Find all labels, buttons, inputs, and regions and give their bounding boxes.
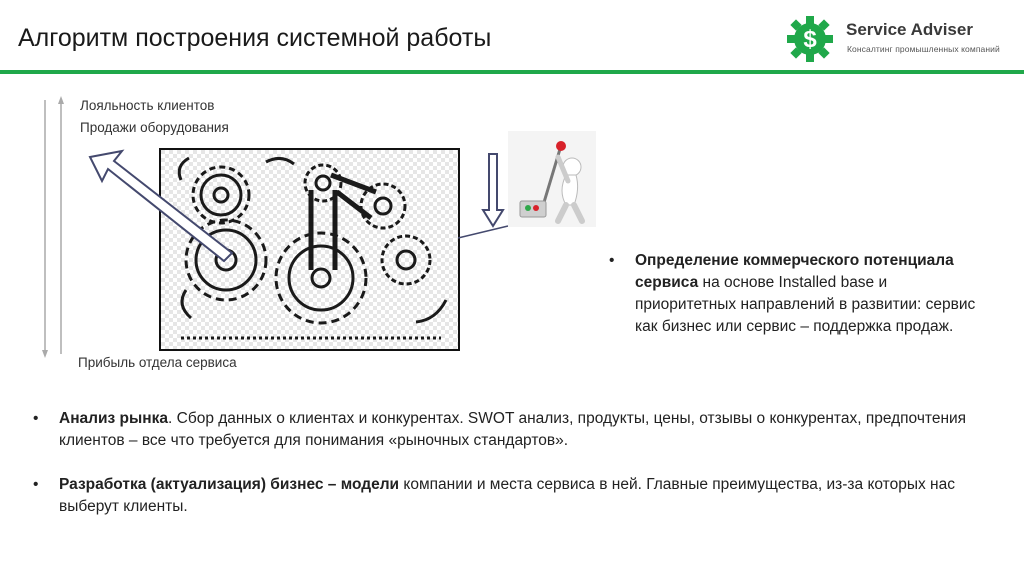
- down-arrow-icon: [456, 150, 516, 240]
- bullet-dot: •: [33, 476, 39, 493]
- bullet-bold-text: Определение коммерческого потенциала сервиса: [635, 252, 954, 291]
- axis-label-service-profit: Прибыль отдела сервиса: [78, 355, 237, 370]
- worker-lever-illustration: [508, 131, 596, 227]
- vertical-axis-arrows: [38, 92, 78, 362]
- slide-title: Алгоритм построения системной работы: [18, 24, 492, 52]
- right-bullet-block: [609, 250, 989, 338]
- bullet-body-text: . Сбор данных о клиентах и конкурентах. SWOT анализ, продукты, цены, отзывы о конкурентах, предпочтения клиентов – все что требуется для понимания «рыночных стандартов».: [59, 410, 967, 449]
- person-pulling-lever-icon: [508, 131, 596, 227]
- gear-dollar-icon: [784, 14, 840, 64]
- axis-label-loyalty: Лояльность клиентов: [80, 98, 215, 113]
- logo-name: Service Adviser: [846, 20, 973, 39]
- bullet-body-text: компании и места сервиса в ней. Главные преимущества, из-за которых нас выберут клиенты.: [59, 476, 955, 515]
- axis-label-equipment-sales: Продажи оборудования: [80, 120, 229, 135]
- bullet-commercial-potential: [609, 250, 989, 338]
- svg-text:$: $: [803, 26, 817, 53]
- growth-arrow-icon: [82, 145, 242, 265]
- company-logo: [784, 14, 1016, 64]
- bullet-dot: •: [33, 410, 39, 427]
- logo-tagline: Консалтинг промышленных компаний: [847, 44, 1000, 54]
- bullet-business-model: [33, 474, 1013, 518]
- bullet-bold-text: Разработка (актуализация) бизнес – модели: [59, 476, 400, 493]
- bullet-bold-text: Анализ рынка: [59, 410, 169, 427]
- header-divider: [0, 70, 1024, 74]
- bottom-bullets: [33, 408, 1013, 518]
- bullet-market-analysis: [33, 408, 1013, 452]
- bullet-body-text: на основе Installed base и приоритетных направлений в развитии: сервис как бизнес или сервис – поддержка продаж.: [635, 274, 976, 335]
- bullet-dot: •: [609, 252, 615, 269]
